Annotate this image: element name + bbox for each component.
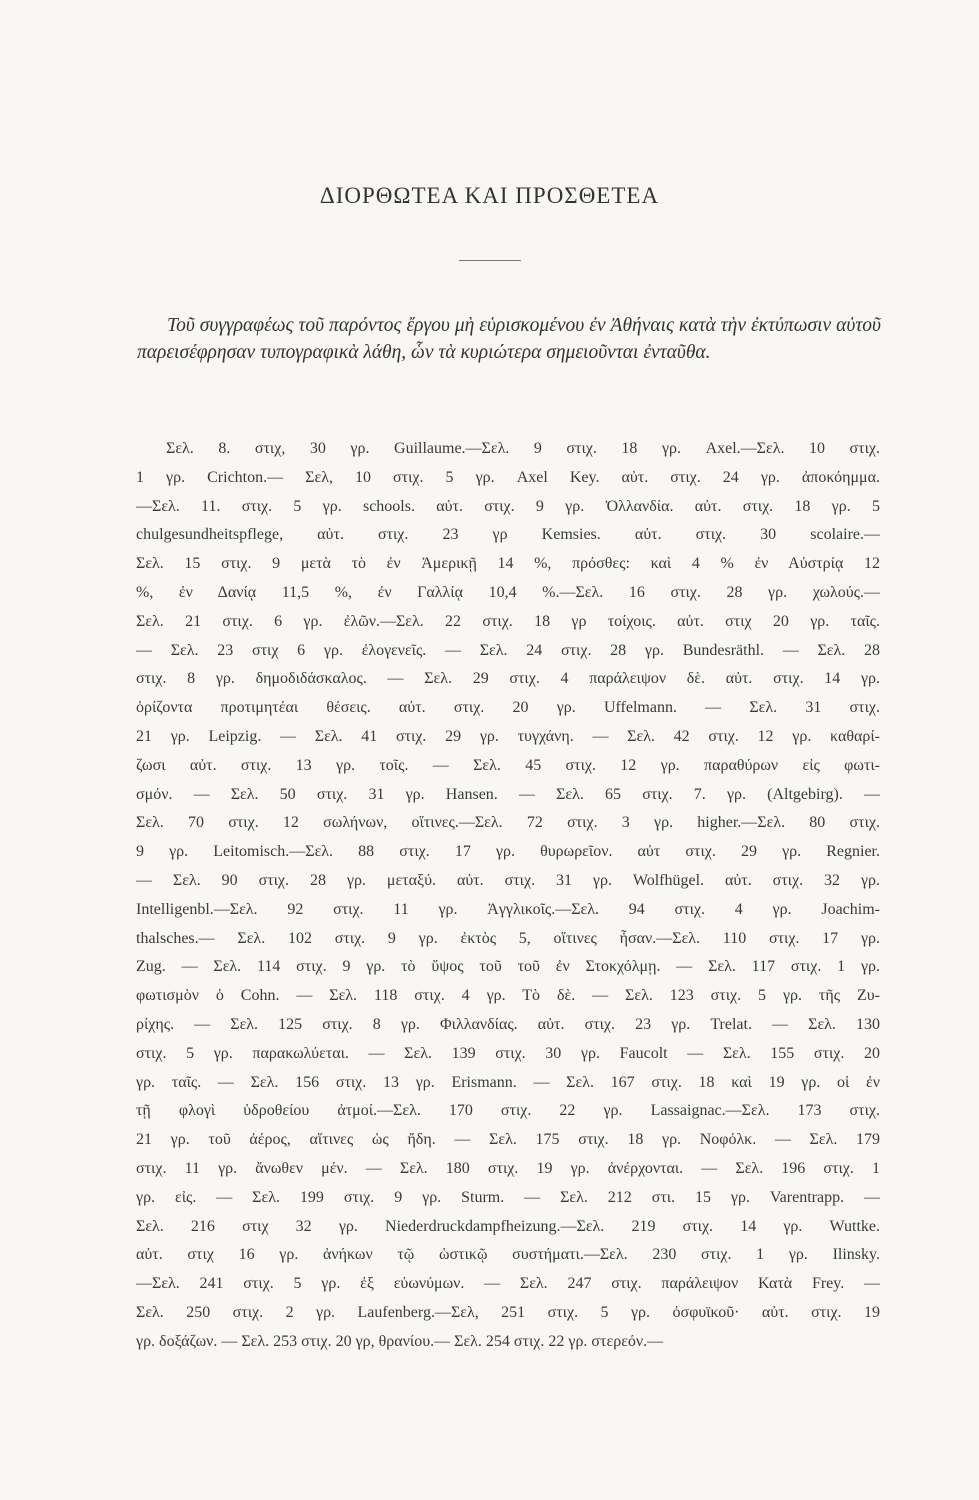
correction-line: 1 γρ. Crichton.— Σελ, 10 στιχ. 5 γρ. Axel Key. αὐτ. στιχ. 24 γρ. ἀποκόημμα. <box>136 468 880 486</box>
correction-line: αὐτ. στιχ 16 γρ. ἀνήκων τῷ ὡστικῷ συστήματι.—Σελ. 230 στιχ. 1 γρ. Ilinsky. <box>136 1246 880 1264</box>
correction-line: γρ. ταῖς. — Σελ. 156 στιχ. 13 γρ. Erismann. — Σελ. 167 στιχ. 18 καὶ 19 γρ. οἱ ἐν <box>136 1073 880 1091</box>
correction-line: — Σελ. 90 στιχ. 28 γρ. μεταξύ. αὐτ. στιχ. 31 γρ. Wolfhügel. αὐτ. στιχ. 32 γρ. <box>136 871 880 889</box>
correction-line: thalsches.— Σελ. 102 στιχ. 9 γρ. ἐκτὸς 5, οἵτινες ἦσαν.—Σελ. 110 στιχ. 17 γρ. <box>136 929 880 947</box>
correction-line: %, ἐν Δανίᾳ 11,5 %, ἐν Γαλλίᾳ 10,4 %.—Σελ. 16 στιχ. 28 γρ. χωλούς.— <box>136 583 880 601</box>
correction-line: Zug. — Σελ. 114 στιχ. 9 γρ. τὸ ὕψος τοῦ τοῦ ἐν Στοκχόλμῃ. — Σελ. 117 στιχ. 1 γρ. <box>136 958 880 976</box>
correction-line: Intelligenbl.—Σελ. 92 στιχ. 11 γρ. Ἀγγλικοῖς.—Σελ. 94 στιχ. 4 γρ. Joachim- <box>136 900 880 918</box>
correction-line: ζωσι αὐτ. στιχ. 13 γρ. τοῖς. — Σελ. 45 στιχ. 12 γρ. παραθύρων εἰς φωτι- <box>136 756 880 774</box>
correction-line: 9 γρ. Leitomisch.—Σελ. 88 στιχ. 17 γρ. θυρωρεῖον. αὐτ στιχ. 29 γρ. Regnier. <box>136 843 880 861</box>
page-title: ΔΙΟΡΘΩΤΕΑ ΚΑΙ ΠΡΟΣΘΕΤΕΑ <box>319 183 660 208</box>
correction-line: ρίχης. — Σελ. 125 στιχ. 8 γρ. Φιλλανδίας. αὐτ. στιχ. 23 γρ. Trelat. — Σελ. 130 <box>136 1015 880 1033</box>
correction-line: γρ. δοξάζων. — Σελ. 253 στιχ. 20 γρ, θρανίου.— Σελ. 254 στιχ. 22 γρ. στερεόν.— <box>136 1332 664 1350</box>
correction-line: Σελ. 70 στιχ. 12 σωλήνων, οἵτινες.—Σελ. 72 στιχ. 3 γρ. higher.—Σελ. 80 στιχ. <box>136 814 880 832</box>
correction-line: 21 γρ. τοῦ ἀέρος, αἵτινες ὡς ἤδη. — Σελ. 175 στιχ. 18 γρ. Νοφόλκ. — Σελ. 179 <box>136 1131 880 1149</box>
correction-line: —Σελ. 11. στιχ. 5 γρ. schools. αὐτ. στιχ. 9 γρ. Ὀλλανδία. αὐτ. στιχ. 18 γρ. 5 <box>136 497 880 515</box>
correction-line: τῇ φλογὶ ὑδροθείου ἀτμοί.—Σελ. 170 στιχ. 22 γρ. Lassaignac.—Σελ. 173 στιχ. <box>136 1102 880 1120</box>
correction-line: γρ. εἰς. — Σελ. 199 στιχ. 9 γρ. Sturm. — Σελ. 212 στι. 15 γρ. Varentrapp. — <box>136 1188 880 1206</box>
correction-line: chulgesundheitspflege, αὐτ. στιχ. 23 γρ Kemsies. αὐτ. στιχ. 30 scolaire.— <box>136 526 880 544</box>
correction-line: στιχ. 11 γρ. ἄνωθεν μέν. — Σελ. 180 στιχ. 19 γρ. ἀνέρχονται. — Σελ. 196 στιχ. 1 <box>136 1159 880 1177</box>
correction-line: στιχ. 5 γρ. παρακωλύεται. — Σελ. 139 στιχ. 30 γρ. Faucolt — Σελ. 155 στιχ. 20 <box>136 1044 880 1062</box>
correction-line: ὁρίζοντα προτιμητέαι θέσεις. αὐτ. στιχ. 20 γρ. Uffelmann. — Σελ. 31 στιχ. <box>136 699 880 717</box>
correction-line: —Σελ. 241 στιχ. 5 γρ. ἐξ εὐωνύμων. — Σελ. 247 στιχ. παράλειψον Κατὰ Frey. — <box>136 1275 880 1293</box>
correction-line: στιχ. 8 γρ. δημοδιδάσκαλος. — Σελ. 29 στιχ. 4 παράλειψον δὲ. αὐτ. στιχ. 14 γρ. <box>136 670 880 688</box>
correction-line: Σελ. 15 στιχ. 9 μετὰ τὸ ἐν Ἀμερικῇ 14 %, πρόσθες: καὶ 4 % ἐν Αὐστρίᾳ 12 <box>136 555 880 573</box>
correction-line: φωτισμὸν ὁ Cohn. — Σελ. 118 στιχ. 4 γρ. Τὸ δὲ. — Σελ. 123 στιχ. 5 γρ. τῆς Ζυ- <box>136 987 880 1005</box>
correction-line: Σελ. 250 στιχ. 2 γρ. Laufenberg.—Σελ, 251 στιχ. 5 γρ. ὀσφυϊκοῦ· αὐτ. στιχ. 19 <box>136 1303 880 1321</box>
intro-paragraph: Τοῦ συγγραφέως τοῦ παρόντος ἔργου μὴ εὑρισκομένου ἐν Ἀθήναις κατὰ τὴν ἐκτύπωσιν αὐτοῦ παρεισέφρησαν τυπογραφικὰ λάθη, ὧν τὰ κυριώτερα σημειοῦνται ἐνταῦθα. <box>137 315 881 363</box>
correction-line: σμόν. — Σελ. 50 στιχ. 31 γρ. Hansen. — Σελ. 65 στιχ. 7. γρ. (Altgebirg). — <box>136 785 880 803</box>
correction-line: Σελ. 8. στιχ, 30 γρ. Guillaume.—Σελ. 9 στιχ. 18 γρ. Axel.—Σελ. 10 στιχ. <box>166 440 880 457</box>
correction-line: 21 γρ. Leipzig. — Σελ. 41 στιχ. 29 γρ. τυγχάνη. — Σελ. 42 στιχ. 12 γρ. καθαρί- <box>136 727 880 745</box>
title-divider <box>459 260 521 261</box>
corrections-list <box>136 435 880 1357</box>
correction-line: Σελ. 216 στιχ 32 γρ. Niederdruckdampfheizung.—Σελ. 219 στιχ. 14 γρ. Wuttke. <box>136 1217 880 1235</box>
correction-line: — Σελ. 23 στιχ 6 γρ. ἐλογενεῖς. — Σελ. 24 στιχ. 28 γρ. Bundesräthl. — Σελ. 28 <box>136 641 880 659</box>
correction-line: Σελ. 21 στιχ. 6 γρ. ἐλῶν.—Σελ. 22 στιχ. 18 γρ τοίχοις. αὐτ. στιχ 20 γρ. ταῖς. <box>136 612 880 630</box>
